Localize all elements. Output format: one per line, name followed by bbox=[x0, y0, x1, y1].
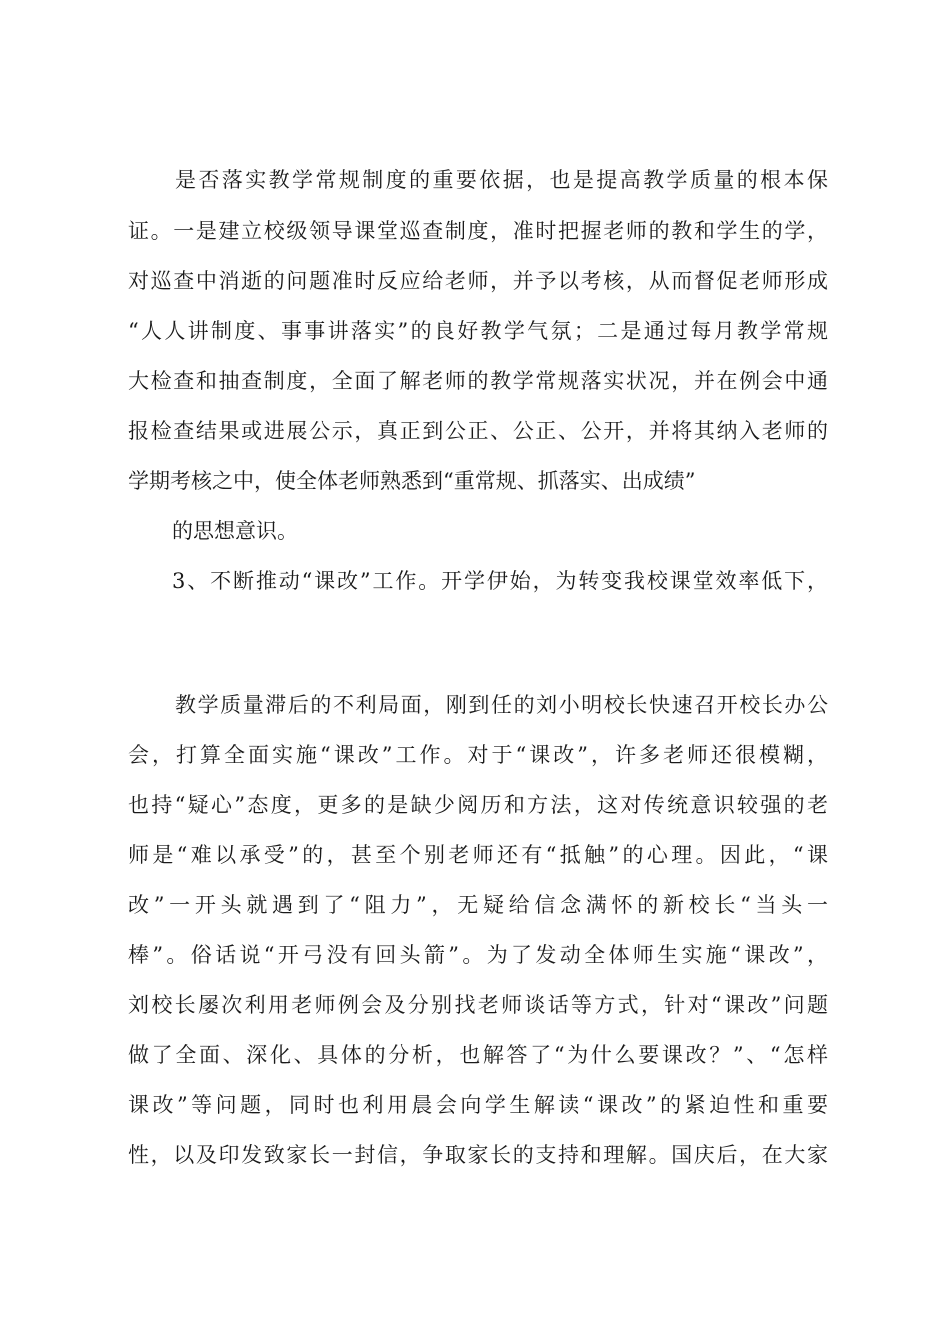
paragraph-line: 的思想意识。 bbox=[172, 519, 298, 543]
paragraph-line: 棒”。俗话说“开弓没有回头箭”。为了发动全体师生实施“课改”， bbox=[128, 943, 828, 967]
paragraph-line: 3、不断推动“课改”工作。开学伊始，为转变我校课堂效率低下， bbox=[172, 569, 828, 593]
paragraph-line: 师是“难以承受”的，甚至个别老师还有“抵触”的心理。因此，“课 bbox=[128, 843, 828, 867]
paragraph-line: 做了全面、深化、具体的分析，也解答了“为什么要课改？”、“怎样 bbox=[128, 1043, 828, 1067]
paragraph-line: 改”一开头就遇到了“阻力”，无疑给信念满怀的新校长“当头一 bbox=[128, 893, 828, 917]
paragraph-line: 也持“疑心”态度，更多的是缺少阅历和方法，这对传统意识较强的老 bbox=[128, 793, 828, 817]
paragraph-line: 教学质量滞后的不利局面，刚到任的刘小明校长快速召开校长办公 bbox=[175, 693, 828, 717]
paragraph-line: 报检查结果或进展公示，真正到公正、公正、公开，并将其纳入老师的 bbox=[128, 419, 828, 443]
paragraph-line: 会，打算全面实施“课改”工作。对于“课改”，许多老师还很模糊， bbox=[128, 743, 828, 767]
paragraph-line: 对巡查中消逝的问题准时反应给老师，并予以考核，从而督促老师形成 bbox=[128, 269, 828, 293]
paragraph-line: 证。一是建立校级领导课堂巡查制度，准时把握老师的教和学生的学， bbox=[128, 219, 828, 243]
paragraph-line: 性，以及印发致家长一封信，争取家长的支持和理解。国庆后，在大家 bbox=[128, 1143, 828, 1167]
paragraph-line: 刘校长屡次利用老师例会及分别找老师谈话等方式，针对“课改”问题 bbox=[128, 993, 828, 1017]
paragraph-line: 学期考核之中，使全体老师熟悉到“重常规、抓落实、出成绩” bbox=[128, 469, 696, 493]
paragraph-line: 是否落实教学常规制度的重要依据，也是提高教学质量的根本保 bbox=[175, 168, 828, 192]
paragraph-line: 大检查和抽查制度，全面了解老师的教学常规落实状况，并在例会中通 bbox=[128, 369, 828, 393]
paragraph-line: 课改”等问题，同时也利用晨会向学生解读“课改”的紧迫性和重要 bbox=[128, 1093, 828, 1117]
paragraph-line: “人人讲制度、事事讲落实”的良好教学气氛；二是通过每月教学常规 bbox=[128, 319, 828, 343]
